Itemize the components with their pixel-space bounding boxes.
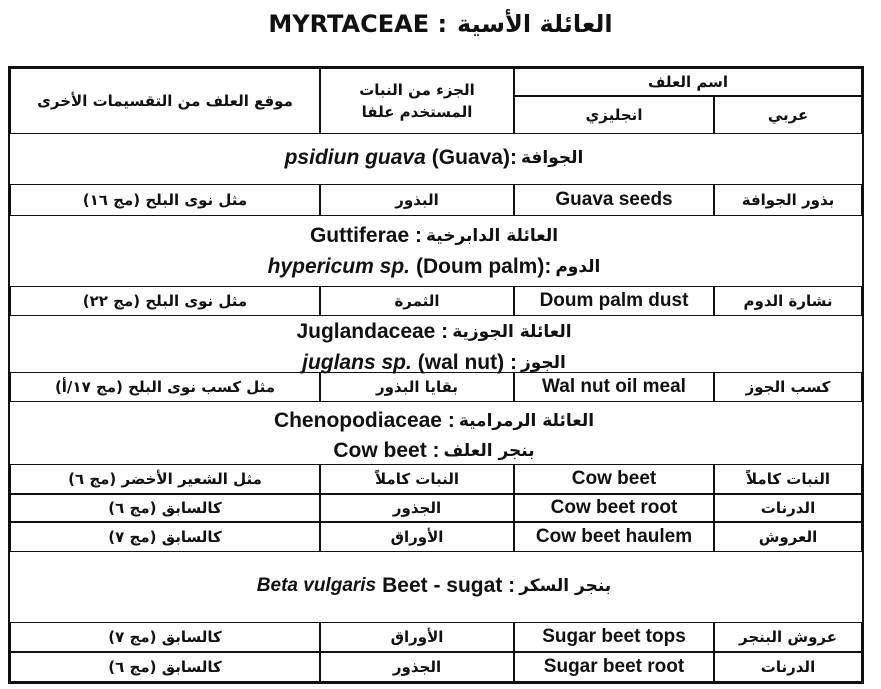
section-beta-arabic: بنجر السكر: [519, 576, 612, 596]
row-location: كالسابق (مج ٦): [10, 494, 320, 522]
section-beta: [10, 564, 862, 608]
section-juglandaceae-arabic: الجوز: [520, 353, 566, 373]
section-beta-common: Beet - sugat :: [382, 574, 516, 597]
row-part: الأوراق: [320, 622, 514, 652]
header-plant-part-line2: المستخدم علفا: [361, 103, 473, 121]
section-chenopodiaceae-common: Cow beet :: [333, 439, 440, 462]
row-location: مثل كسب نوى البلح (مج ١٧/أ): [10, 372, 320, 402]
section-guttiferae-family-latin: Guttiferae :: [309, 224, 422, 247]
row-location: مثل نوى البلح (مج ١٦): [10, 184, 320, 216]
header-plant-part: [320, 68, 514, 134]
row-part: البذور: [320, 184, 514, 216]
section-chenopodiaceae-arabic: بنجر العلف: [443, 441, 535, 461]
row-part: الجذور: [320, 494, 514, 522]
section-chenopodiaceae-species: [10, 436, 862, 466]
row-arabic: نشارة الدوم: [714, 286, 862, 316]
section-juglandaceae-family-arabic: العائلة الجوزية: [452, 322, 572, 342]
section-guava-arabic: الجوافة: [520, 148, 584, 168]
row-arabic: كسب الجوز: [714, 372, 862, 402]
row-location: كالسابق (مج ٧): [10, 622, 320, 652]
row-arabic: عروش البنجر: [714, 622, 862, 652]
header-plant-part-line1: الجزء من النبات: [359, 81, 475, 99]
section-guttiferae-family-arabic: العائلة الدابرخية: [425, 226, 559, 246]
feed-table: [8, 66, 864, 684]
section-beta-italic: Beta vulgaris: [256, 575, 377, 596]
row-arabic: الدرنات: [714, 652, 862, 682]
row-arabic: النبات كاملاً: [714, 464, 862, 494]
header-location: موقع العلف من التقسيمات الأخرى: [10, 68, 320, 134]
section-guttiferae-arabic: الدوم: [555, 257, 601, 277]
section-guttiferae-family: [10, 218, 862, 254]
section-chenopodiaceae-family-arabic: العائلة الرمرامية: [458, 411, 595, 431]
section-guava: [10, 138, 862, 178]
section-guttiferae-species: [10, 250, 862, 284]
row-part: الأوراق: [320, 522, 514, 552]
section-chenopodiaceae-family-latin: Chenopodiaceae :: [273, 409, 455, 432]
title-arabic: العائلة الأسية: [457, 10, 613, 38]
title-latin: MYRTACEAE :: [268, 10, 448, 38]
row-english: Sugar beet root: [514, 652, 714, 682]
header-arabic: عربي: [714, 96, 862, 134]
section-guava-common: (Guava):: [431, 146, 517, 169]
row-english: Sugar beet tops: [514, 622, 714, 652]
row-part: بقايا البذور: [320, 372, 514, 402]
section-juglandaceae-italic: juglans sp.: [302, 351, 412, 374]
section-guava-italic: psidiun guava: [284, 146, 426, 169]
row-part: الثمرة: [320, 286, 514, 316]
row-english: Guava seeds: [514, 184, 714, 216]
section-guttiferae-italic: hypericum sp.: [267, 255, 410, 278]
row-english: Cow beet root: [514, 494, 714, 522]
row-location: كالسابق (مج ٦): [10, 652, 320, 682]
row-arabic: الدرنات: [714, 494, 862, 522]
row-part: النبات كاملاً: [320, 464, 514, 494]
section-chenopodiaceae-family: [10, 404, 862, 438]
header-english: انجليزي: [514, 96, 714, 134]
page-title: [0, 6, 881, 42]
section-guttiferae-common: (Doum palm):: [416, 255, 552, 278]
row-english: Wal nut oil meal: [514, 372, 714, 402]
section-juglandaceae-family: [10, 316, 862, 348]
section-juglandaceae-family-latin: Juglandaceae :: [296, 320, 449, 343]
row-arabic: العروش: [714, 522, 862, 552]
row-english: Cow beet haulem: [514, 522, 714, 552]
row-location: مثل الشعير الأخضر (مج ٦): [10, 464, 320, 494]
row-location: كالسابق (مج ٧): [10, 522, 320, 552]
row-english: Doum palm dust: [514, 286, 714, 316]
section-juglandaceae-common: (wal nut) :: [417, 351, 517, 374]
row-arabic: بذور الجوافة: [714, 184, 862, 216]
header-feed-name: اسم العلف: [514, 68, 862, 96]
row-part: الجذور: [320, 652, 514, 682]
row-english: Cow beet: [514, 464, 714, 494]
row-location: مثل نوى البلح (مج ٢٢): [10, 286, 320, 316]
